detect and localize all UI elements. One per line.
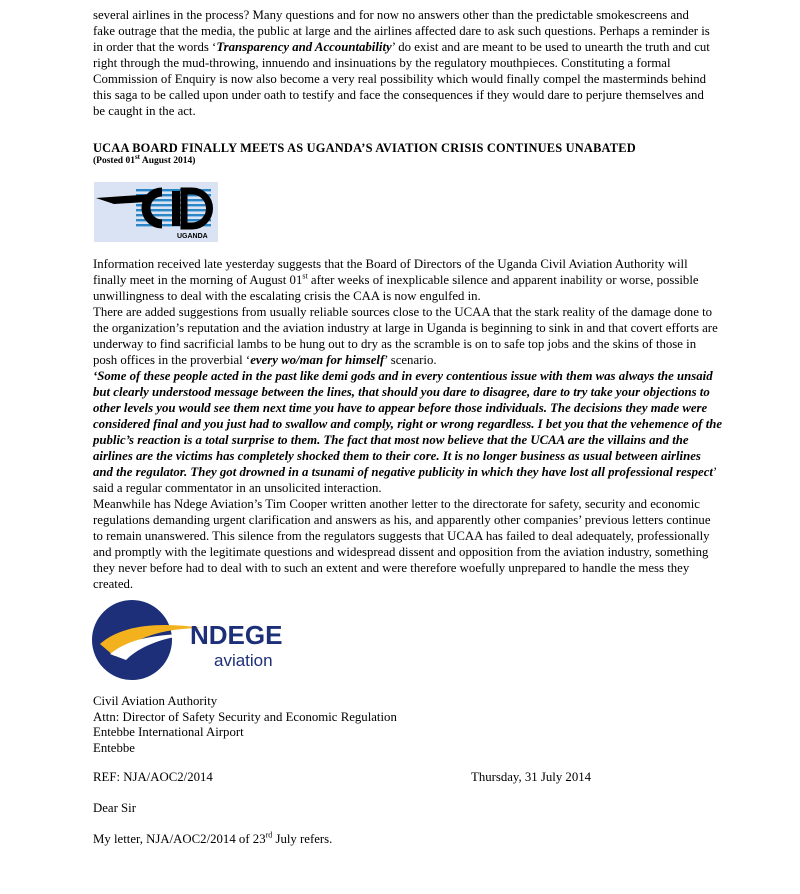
logo-caption: UGANDA bbox=[177, 233, 208, 240]
article-quote: ‘Some of these people acted in the past like demi gods and in every contentious issue with them was always the unsaid but clearly understood message between the lines, that should you dare to disagree, dare to try take your objections to other levels you would see them next time you have to appear before those individuals. The decisions they made were considered final and you just had to swallow and comply, right or wrong regardless. I bet you that the vehemence of the public’s reaction is a total surprise to them. The fact that most now believe that the UCAA are the villains and the airlines are the victims has completely shocked them to their core. It is no longer business as usual between airlines and the regulator. They got drowned in a tsunami of negative publicity in which they have lost all professional respect’ said a regular commentator in an unsolicited interaction. bbox=[93, 369, 723, 495]
article-paragraph-3: Meanwhile has Ndege Aviation’s Tim Cooper written another letter to the directorate for safety, security and economic regulations demanding urgent clarification and answers as his, and apparently other companies’ previous letters continue to remain unanswered. This silence from the regulators suggests that UCAA has failed to deal adequately, professionally and promptly with the legitimate questions and widespread dissent and opposition from the aviation industry, something they never before had to deal with to such an extent and were therefore woefully unprepared to handle the mess they created. bbox=[93, 497, 711, 591]
ndege-logo-wordmark: NDEGE bbox=[190, 620, 283, 650]
intro-text-a: several airlines in the process? Many questions and for now no answers other than the predictable smokescreens and fake outrage that the media, the public at large and the airlines affected dare to ask such questions. Perhaps a reminder is in order that the words ‘ bbox=[93, 8, 710, 54]
article-paragraph-1: Information received late yesterday suggests that the Board of Directors of the Uganda Civil Aviation Authority will finally meet in the morning of August 01st after weeks of inexplicable silence and apparent inability or worse, possible unwillingness to deal with the escalating crisis the CAA is now engulfed in. bbox=[93, 257, 699, 303]
article-headline: UCAA BOARD FINALLY MEETS AS UGANDA’S AVIATION CRISIS CONTINUES UNABATED bbox=[93, 141, 636, 155]
letter-opening-line: My letter, NJA/AOC2/2014 of 23rd July refers. bbox=[93, 830, 333, 846]
address-line: Attn: Director of Safety Security and Economic Regulation bbox=[93, 709, 397, 724]
address-line: Civil Aviation Authority bbox=[93, 694, 218, 708]
intro-text-b: ’ do exist and are meant to be used to unearth the truth and cut right through the mud-throwing, innuendo and insinuations by the regulatory mouthpieces. Constituting a formal Commission of Enquiry is now also become a very real possibility which would finally compel the masterminds behind this saga to be called upon under oath to testify and face the consequences if they would dare to perjure themselves and be caught in the act. bbox=[93, 40, 710, 118]
ndege-logo-subtitle: aviation bbox=[214, 651, 273, 670]
ndege-aviation-logo bbox=[92, 598, 292, 682]
caa-uganda-logo bbox=[94, 182, 218, 242]
letter-salutation: Dear Sir bbox=[93, 801, 136, 815]
article-body bbox=[93, 256, 723, 592]
intro-paragraph bbox=[93, 7, 713, 119]
intro-emphasis: Transparency and Accountability bbox=[216, 40, 392, 54]
letter-address bbox=[93, 694, 397, 756]
article-paragraph-2: There are added suggestions from usually reliable sources close to the UCAA that the stark reality of the damage done to the organization’s reputation and the aviation industry at large in Uganda is beginning to sink in and that covert efforts are underway to find sacrificial lambs to be hung out to dry as the scramble is on to safe top jobs and the skins of those in posh offices in the proverbial ‘every wo/man for himself’ scenario. bbox=[93, 305, 718, 367]
posted-date: (Posted 01st August 2014) bbox=[93, 152, 196, 166]
letter-date: Thursday, 31 July 2014 bbox=[471, 770, 592, 784]
address-line: Entebbe International Airport bbox=[93, 725, 244, 739]
letter-reference: REF: NJA/AOC2/2014 bbox=[93, 770, 213, 784]
address-line: Entebbe bbox=[93, 740, 135, 755]
